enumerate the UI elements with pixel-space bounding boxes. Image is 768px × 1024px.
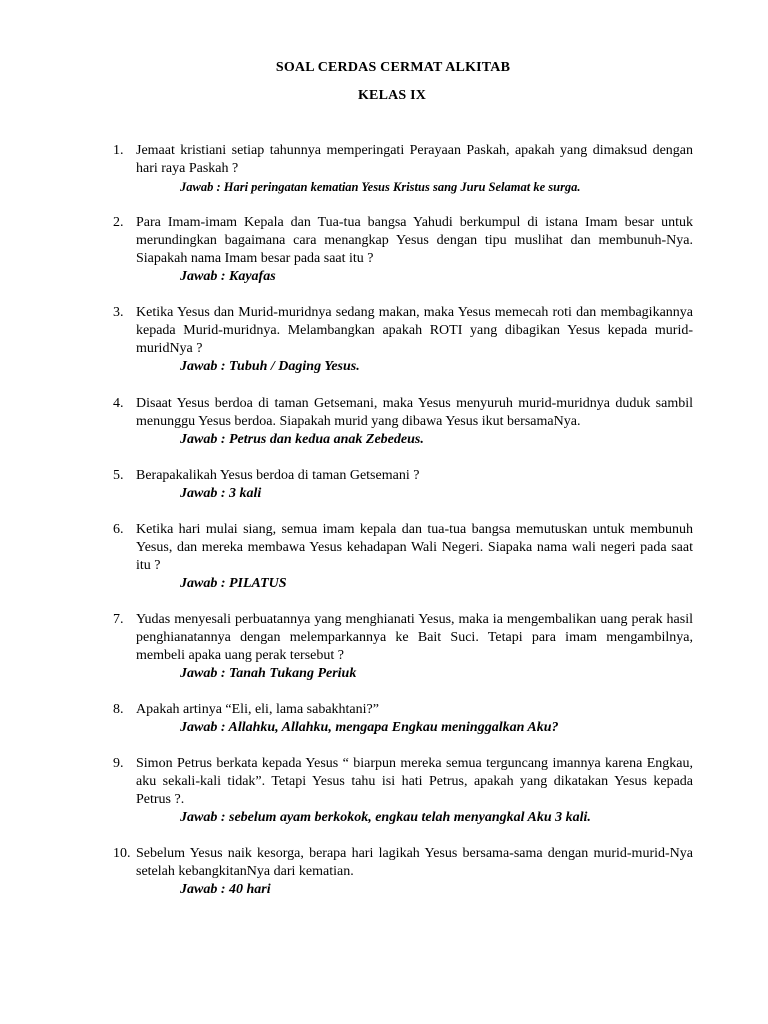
- question-text: Disaat Yesus berdoa di taman Getsemani, maka Yesus menyuruh murid-muridnya duduk sambil menunggu Yesus berdoa. Siapakah murid yang dibawa Yesus ikut bersamaNya.: [136, 396, 693, 429]
- question-text: Para Imam-imam Kepala dan Tua-tua bangsa Yahudi berkumpul di istana Imam besar untuk merundingkan bagaimana cara menangkap Yesus dengan tipu muslihat dan membunuh-Nya. Siapakah nama Imam besar pada saat itu ?: [136, 215, 693, 266]
- question-number: 10.: [113, 846, 131, 861]
- question-number: 3.: [113, 305, 124, 320]
- question-number: 5.: [113, 468, 124, 483]
- question-number: 7.: [113, 612, 124, 627]
- question-answer: Jawab : Petrus dan kedua anak Zebedeus.: [180, 432, 424, 447]
- question-item: [113, 304, 693, 376]
- question-answer: Jawab : Tubuh / Daging Yesus.: [180, 359, 360, 374]
- question-number: 1.: [113, 143, 124, 158]
- question-item: [113, 701, 693, 737]
- question-number: 2.: [113, 215, 124, 230]
- question-answer: Jawab : Hari peringatan kematian Yesus Kristus sang Juru Selamat ke surga.: [180, 180, 581, 194]
- question-text: Ketika Yesus dan Murid-muridnya sedang makan, maka Yesus memecah roti dan membagikannya kepada Murid-muridnya. Melambangkan apakah ROTI yang dibagikan Yesus kepada murid-muridNya ?: [136, 305, 693, 356]
- question-item: [113, 845, 693, 899]
- question-text: Berapakalikah Yesus berdoa di taman Getsemani ?: [136, 468, 420, 483]
- question-item: [113, 214, 693, 286]
- question-answer: Jawab : Allahku, Allahku, mengapa Engkau meninggalkan Aku?: [180, 720, 559, 735]
- question-answer: Jawab : Tanah Tukang Periuk: [180, 666, 357, 681]
- question-text: Jemaat kristiani setiap tahunnya memperingati Perayaan Paskah, apakah yang dimaksud dengan hari raya Paskah ?: [136, 143, 693, 176]
- question-number: 8.: [113, 702, 124, 717]
- page-title: SOAL CERDAS CERMAT ALKITAB: [275, 60, 511, 75]
- question-item: [113, 521, 693, 593]
- question-list: [113, 142, 693, 917]
- question-text: Sebelum Yesus naik kesorga, berapa hari lagikah Yesus bersama-sama dengan murid-murid-Nya setelah kebangkitanNya dari kematian.: [136, 846, 693, 879]
- question-answer: Jawab : Kayafas: [180, 269, 276, 284]
- question-answer: Jawab : 3 kali: [180, 486, 262, 501]
- question-text: Ketika hari mulai siang, semua imam kepala dan tua-tua bangsa memutuskan untuk membunuh Yesus, dan mereka membawa Yesus kehadapan Wali Negeri. Siapaka nama wali negeri pada saat itu ?: [136, 522, 693, 573]
- question-text: Apakah artinya “Eli, eli, lama sabakhtani?”: [136, 702, 379, 717]
- question-number: 6.: [113, 522, 124, 537]
- question-item: [113, 142, 693, 196]
- question-text: Simon Petrus berkata kepada Yesus “ biarpun mereka semua terguncang imannya karena Engkau, aku sekali-kali tidak”. Tetapi Yesus tahu isi hati Petrus, apakah yang dikatakan Yesus kepada Petrus ?.: [136, 756, 693, 807]
- question-item: [113, 395, 693, 449]
- question-answer: Jawab : 40 hari: [180, 882, 271, 897]
- question-item: [113, 611, 693, 683]
- question-number: 4.: [113, 396, 124, 411]
- question-number: 9.: [113, 756, 124, 771]
- question-answer: Jawab : PILATUS: [180, 576, 287, 591]
- question-item: [113, 467, 693, 503]
- page-subtitle: KELAS IX: [357, 88, 427, 103]
- question-item: [113, 755, 693, 827]
- question-text: Yudas menyesali perbuatannya yang menghianati Yesus, maka ia mengembalikan uang perak hasil penghianatannya dengan melemparkannya ke Bait Suci. Tetapi para imam mengambilnya, membeli apaka uang perak tersebut ?: [136, 612, 693, 663]
- question-answer: Jawab : sebelum ayam berkokok, engkau telah menyangkal Aku 3 kali.: [180, 810, 591, 825]
